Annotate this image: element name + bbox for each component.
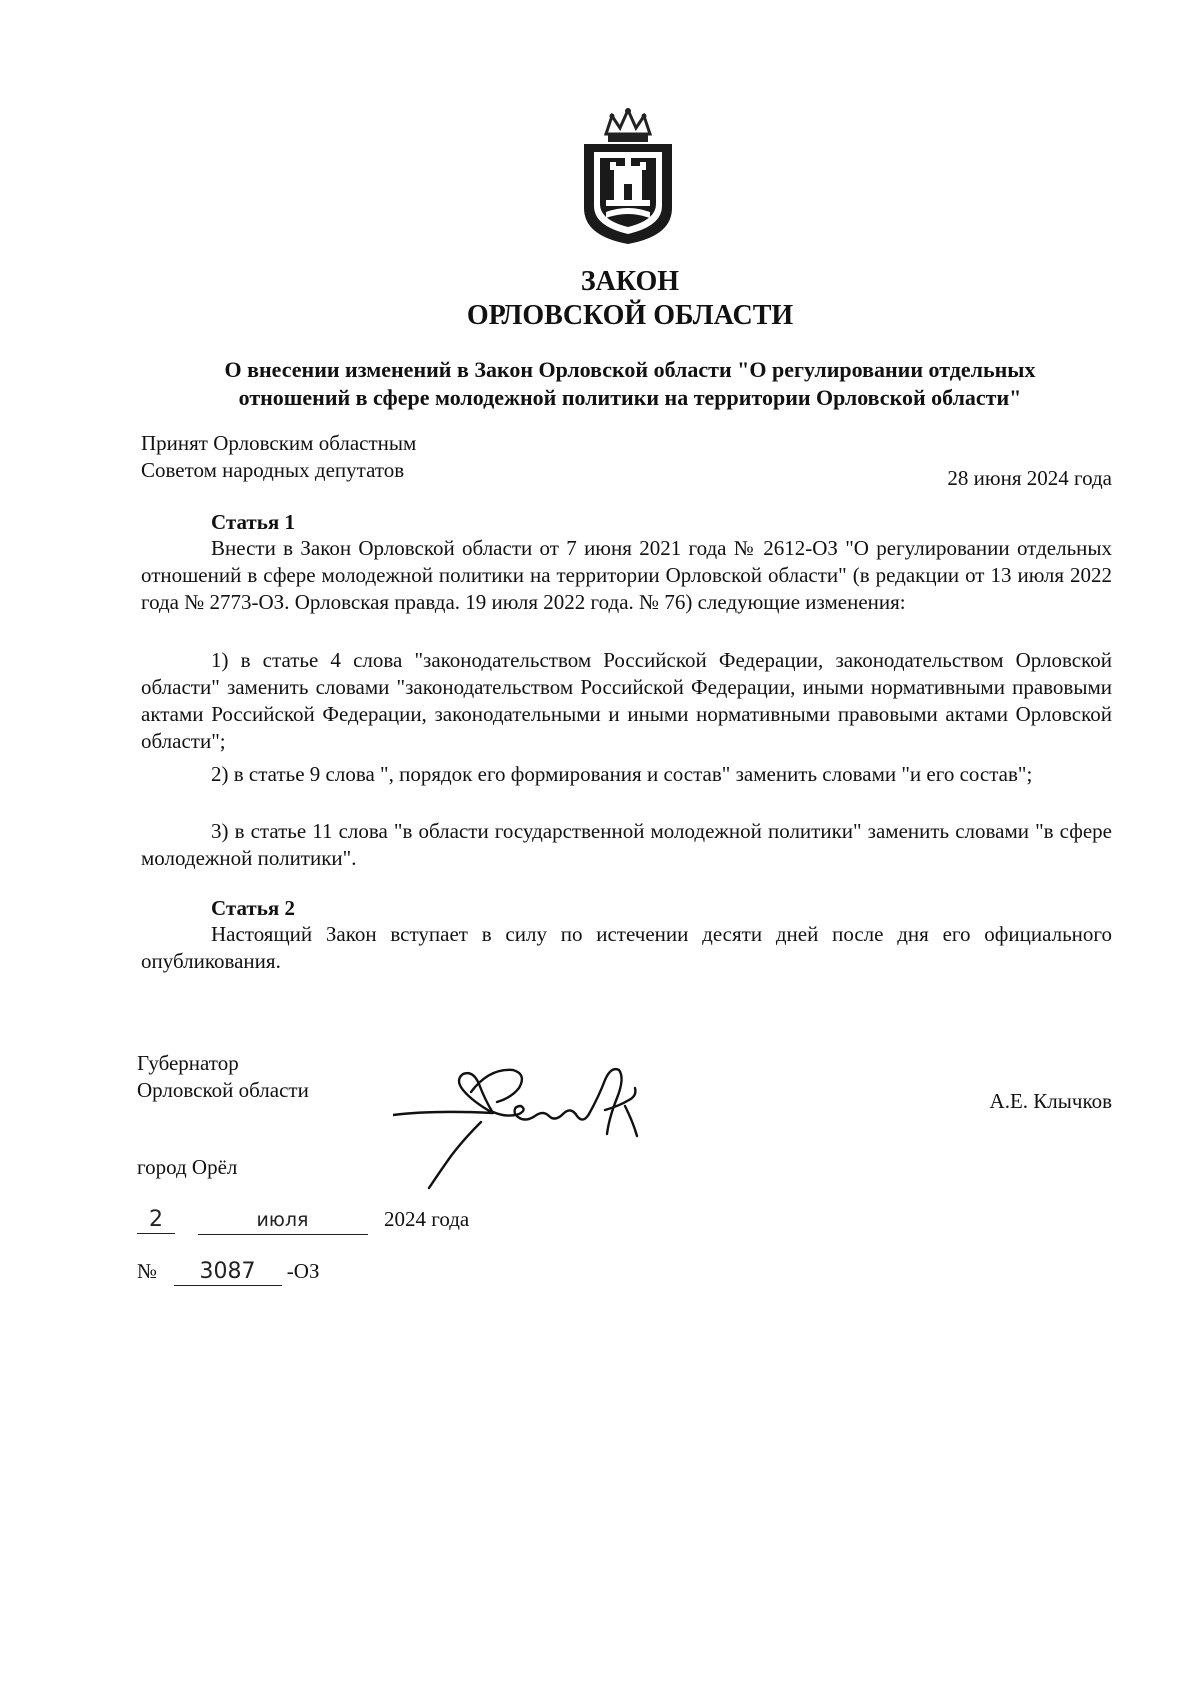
- signing-date: [137, 1206, 469, 1238]
- amendment-item-1: [141, 647, 1112, 755]
- governor-title-line-1: Губернатор: [137, 1051, 239, 1075]
- adoption-line-1: Принят Орловским областным: [141, 431, 417, 455]
- governor-title-line-2: Орловской области: [137, 1078, 309, 1102]
- law-subject: [160, 356, 1100, 412]
- amendment-item-2: [141, 761, 1112, 788]
- amendment-item-3-text: 3) в статье 11 слова "в области государственной молодежной политики" заменить словами "в сфере молодежной политики".: [141, 819, 1112, 870]
- article-1-paragraph: [141, 535, 1112, 616]
- city-label: город Орёл: [137, 1155, 238, 1179]
- law-subject-line-1: О внесении изменений в Закон Орловской области "О регулировании отдельных: [224, 357, 1036, 382]
- coat-of-arms-icon: [576, 108, 680, 246]
- article-1-intro-text: Внести в Закон Орловской области от 7 июня 2021 года № 2612-ОЗ "О регулировании отдельных отношений в сфере молодежной политики на территории Орловской области" (в редакции от 13 июля 2022 года № 2773-ОЗ. Орловская правда. 19 июля 2022 года. № 76) следующие изменения:: [141, 536, 1112, 614]
- amendment-item-3: [141, 818, 1112, 872]
- governor-name: А.Е. Клычков: [989, 1089, 1112, 1113]
- signature-icon: [393, 1040, 693, 1190]
- article-2-heading: Статья 2: [211, 896, 295, 920]
- article-2-text: Настоящий Закон вступает в силу по истечении десяти дней после дня его официального опубликования.: [141, 922, 1112, 973]
- governor-title: [137, 1050, 309, 1104]
- document-type-title: ЗАКОН: [580, 266, 680, 297]
- law-number: [137, 1258, 319, 1286]
- article-2-paragraph: [141, 921, 1112, 975]
- region-title: ОРЛОВСКОЙ ОБЛАСТИ: [466, 300, 794, 331]
- amendment-item-2-text: 2) в статье 9 слова ", порядок его формирования и состав" заменить словами "и его состав";: [211, 762, 1033, 786]
- adoption-line-2: Советом народных депутатов: [141, 458, 405, 482]
- number-sign: №: [137, 1259, 158, 1283]
- amendment-item-1-text: 1) в статье 4 слова "законодательством Российской Федерации, законодательством Орловской области" заменить словами "законодательством Российской Федерации, иными нормативными правовыми актами Российской Федерации, законодательными и иными нормативными правовыми актами Орловской области";: [141, 648, 1112, 753]
- article-1-heading: Статья 1: [211, 510, 295, 534]
- law-subject-line-2: отношений в сфере молодежной политики на территории Орловской области": [238, 385, 1022, 410]
- law-number-value: 3087: [174, 1258, 282, 1286]
- adoption-body: [141, 430, 416, 484]
- signing-month: июля: [198, 1207, 368, 1235]
- law-number-suffix: -ОЗ: [286, 1259, 320, 1283]
- signing-year: 2024 года: [384, 1207, 470, 1231]
- signing-day: 2: [137, 1206, 175, 1234]
- adoption-date: 28 июня 2024 года: [947, 466, 1112, 490]
